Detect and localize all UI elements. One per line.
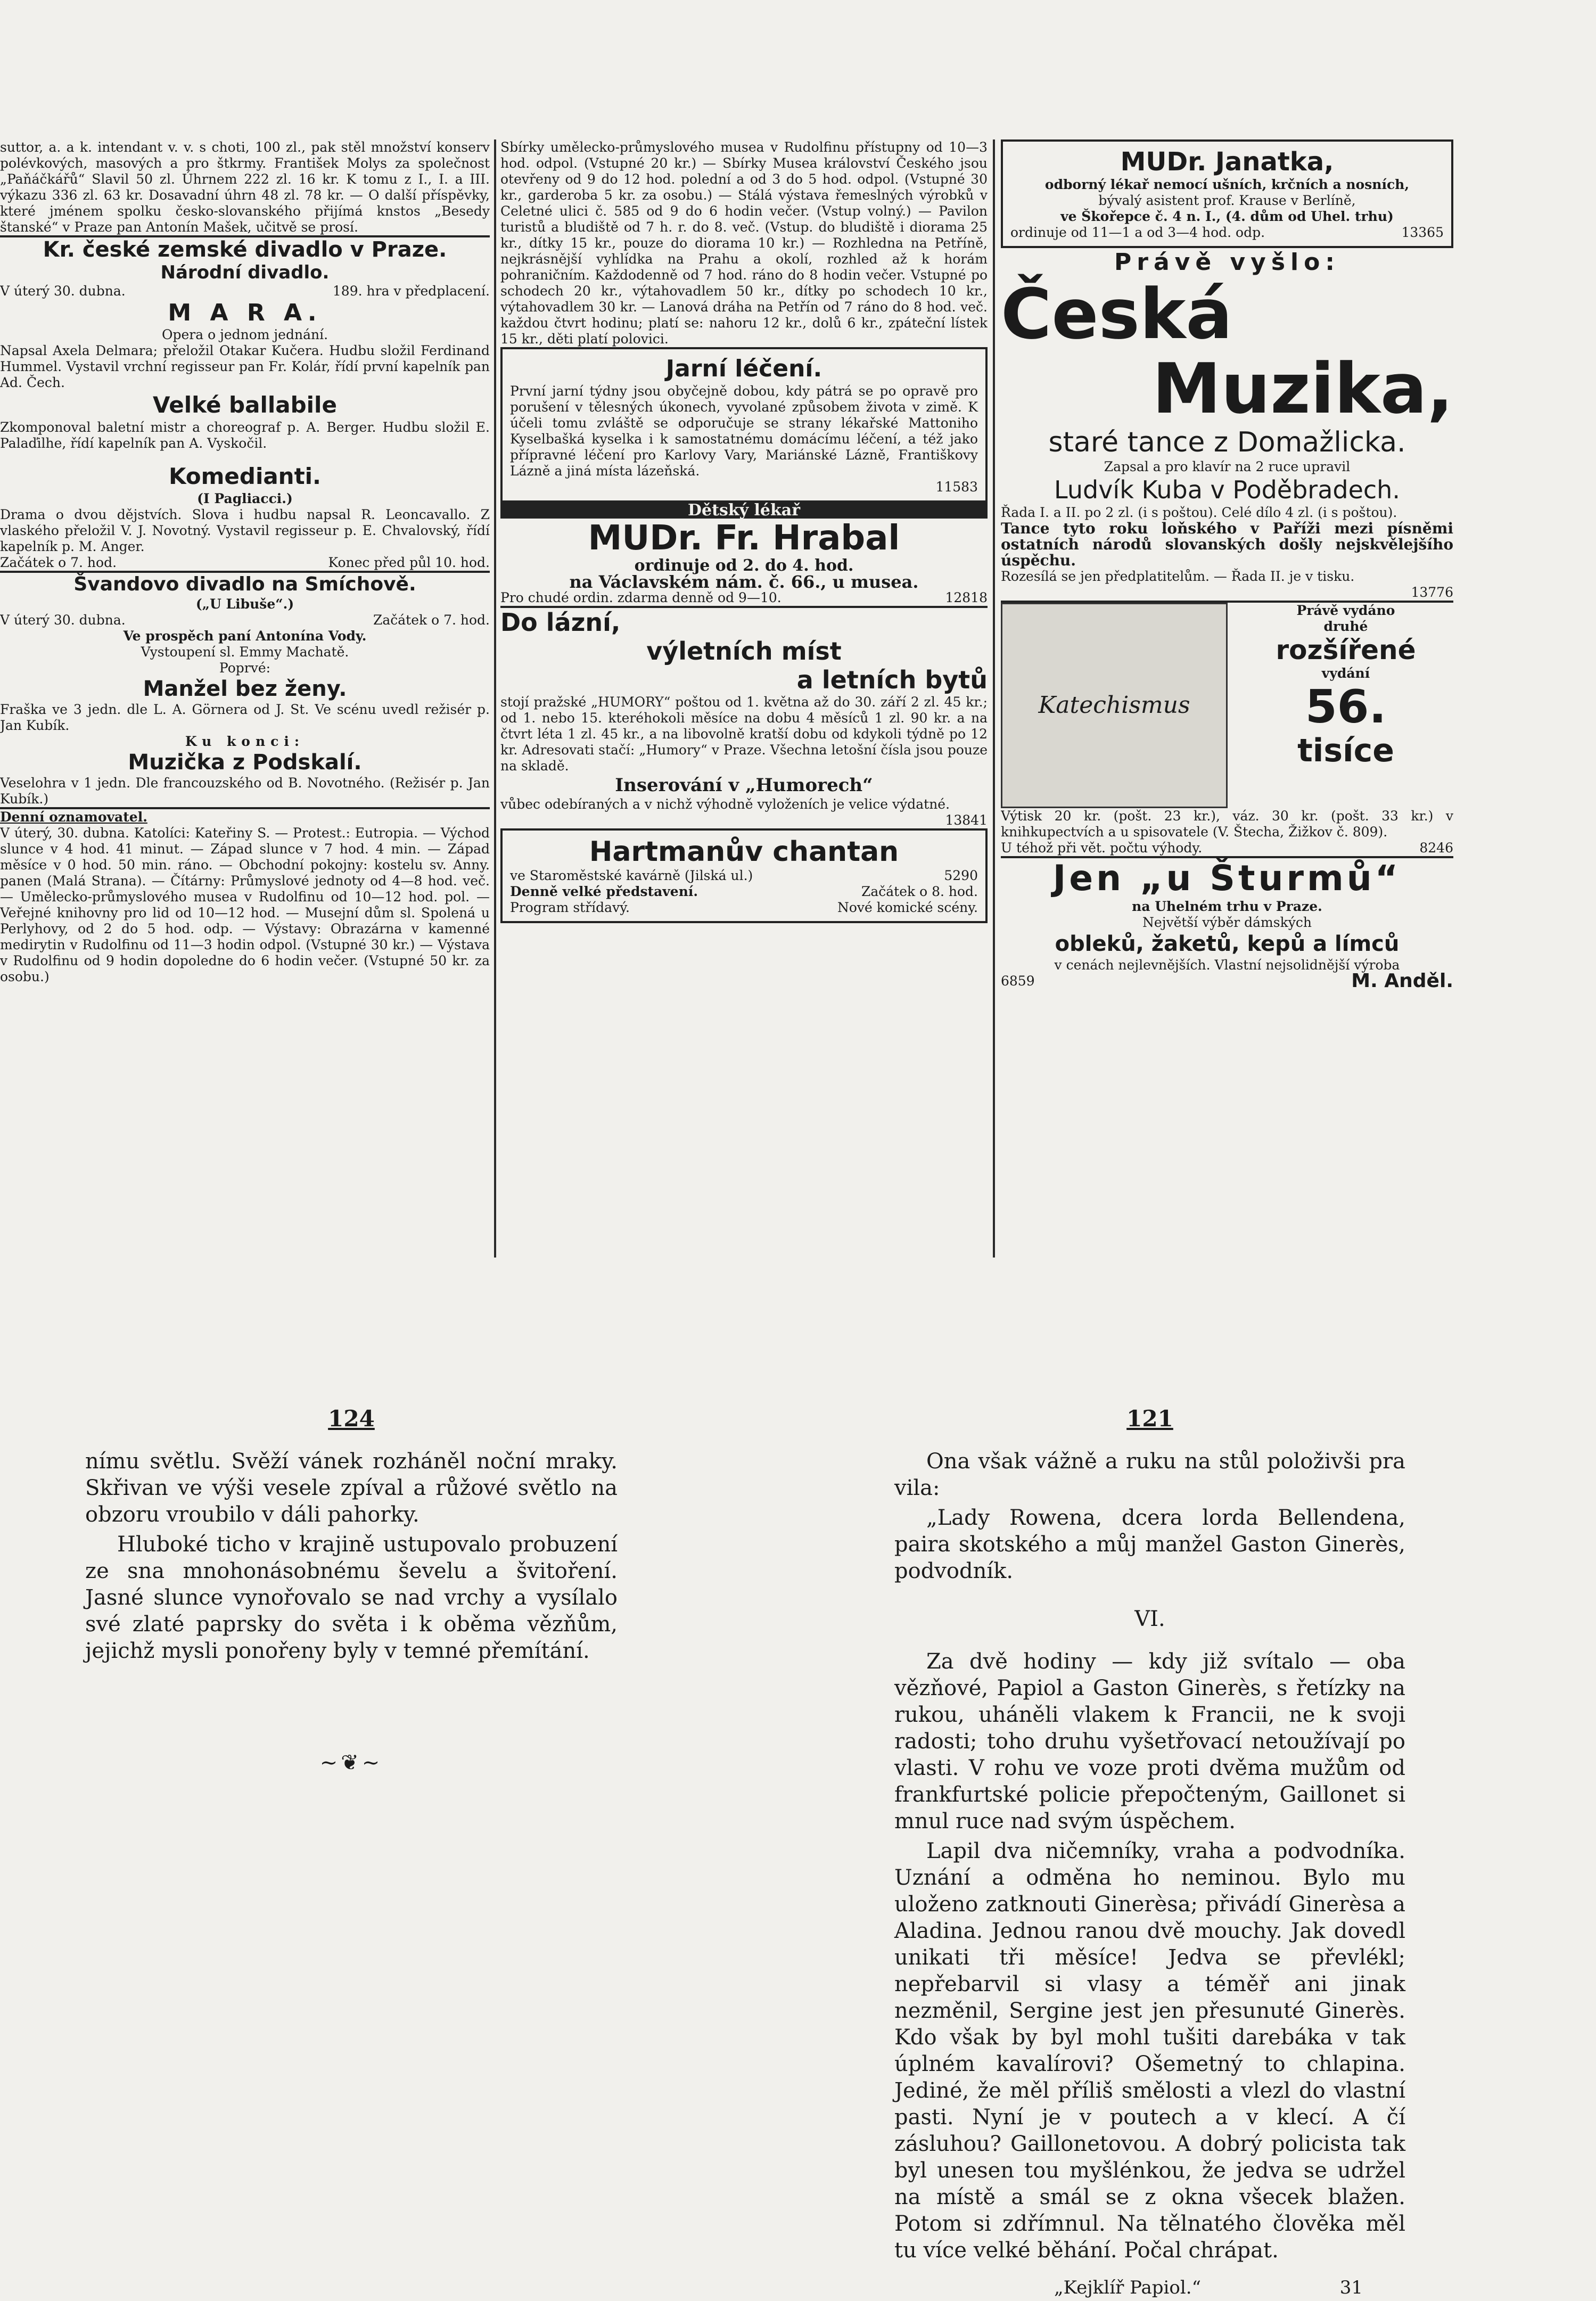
travel-line: Do lázní,: [500, 608, 621, 637]
shop-title: Jen „u Šturmů“: [1052, 858, 1402, 899]
shop-items: obleků, žaketů, kepů a límců: [1055, 932, 1400, 956]
book-paragraph: Hluboké ticho v krajině ustupovalo probuzení ze sna mnohonásobnému ševelu a švitoření. Jasné slunce vynořovalo se nad vrchy a vysílalo své zlaté paprsky do světa i k oběma vězňům, jejichž mysli ponořeny byly v temné přemítání.: [85, 1532, 618, 1663]
doctor-name: MUDr. Fr. Hrabal: [588, 519, 900, 558]
catechism-cover-image: Katechismus: [1001, 603, 1228, 808]
catechism-line: druhé: [1323, 619, 1368, 634]
first-performance: Poprvé:: [219, 660, 271, 676]
doctor-note: Pro chudé ordin. zdarma denně od 9—10.: [500, 590, 781, 605]
chantant-text: Program střídavý.: [510, 900, 630, 915]
book-paragraph: Ona však vážně a ruku na stůl položivši pra vila:: [894, 1449, 1405, 1500]
catechism-text: U téhož při vět. počtu výhody.: [1001, 840, 1203, 856]
travel-line: a letních bytů: [796, 665, 988, 694]
play-title: Komedianti.: [168, 463, 322, 489]
music-banner: Právě vyšlo:: [1114, 249, 1340, 276]
shop-address: na Uhelném trhu v Praze.: [1132, 899, 1322, 914]
play-title: Velké ballabile: [153, 392, 337, 418]
ad-code: 5290: [944, 868, 978, 883]
music-author: Ludvík Kuba v Poděbradech.: [1054, 475, 1400, 504]
ad-code: 8246: [1419, 840, 1453, 856]
travel-text: stojí pražské „HUMORY“ poštou od 1. května až do 30. září 2 zl. 45 kr.; od 1. nebo 15. kteréhokoli měsíce na dobu 4 měsíců 1 zl. 90 kr. a na čtvrt léta 1 zl. 45 kr., a na libovolně kratší dobu od kdykoli týdně po 12 kr. Adresovati stačí: „Humory“ v Praze. Všechna letošní čísla jsou pouze na skladě.: [500, 694, 988, 774]
music-by: Zapsal a pro klavír na 2 ruce upravil: [1104, 459, 1351, 474]
page-number: 121: [1126, 1406, 1173, 1432]
benefit-line: Ve prospěch paní Antonína Vody.: [123, 628, 367, 644]
theater-date: V úterý 30. dubna.: [0, 283, 126, 299]
doctor-name: MUDr. Janatka,: [1120, 147, 1334, 177]
catechism-edition: 56.: [1305, 680, 1387, 734]
music-subtitle: staré tance z Domažlicka.: [1048, 426, 1406, 458]
play-credits: Zkomponoval baletní mistr a choreograf p. A. Berger. Hudbu složil E. Palaďilhe, řídí kapelník pan A. Vyskočil.: [0, 420, 490, 451]
start-time: Začátek o 8. hod.: [861, 884, 978, 899]
theater-title: Kr. české zemské divadlo v Praze.: [43, 237, 447, 262]
travel-line: výletních míst: [646, 637, 842, 665]
theater-number: 189. hra v předplacení.: [332, 283, 490, 299]
theater-title: Švandovo divadlo na Smíchově.: [73, 573, 416, 595]
ad-title: Jarní léčení.: [665, 355, 822, 382]
ad-code: 13365: [1401, 225, 1444, 240]
ad-text: První jarní týdny jsou obyčejně dobou, kdy pátrá se po opravě pro porušení v tělesných úkonech, vyvolané způsobem života v zimě. K účeli tomu zvláště se odporučuje se strany lékařské Mattoniho Kyselbašká kyselka i k samostatnému domácímu léčení, a též jako přípravné léčení pro Karlovy Vary, Mariánské Lázně, Františkovy Lázně a jiná místa lázeňská.: [510, 383, 978, 479]
book-footer-number: 31: [1339, 2277, 1363, 2298]
play-genre: Opera o jednom jednání.: [161, 327, 328, 342]
book-paragraph: Za dvě hodiny — kdy již svítalo — oba vězňové, Papiol a Gaston Ginerès, s řetízky na rukou, uháněli vlakem k Francii, ne k svoji radosti; toho druhu vyšetřovací netoužívají po vlasti. V rohu ve voze proti dvěma mužům od frankfurtské policie přepočteným, Gaillonet si mnul ruce nad svým úspěchem.: [894, 1649, 1405, 1834]
play-credits: Napsal Axela Delmara; přeložil Otakar Kučera. Hudbu složil Ferdinand Hummel. Vystavil vrchní regisseur pan Fr. Kolár, řídí první kapelník pan Ad. Čech.: [0, 343, 490, 390]
catechism-text: Výtisk 20 kr. (pošt. 23 kr.), váz. 30 kr. (pošt. 33 kr.) v knihkupectvích a u spisovatele (V. Štecha, Žižkov č. 809).: [1001, 808, 1453, 840]
book-page-right: [894, 1406, 1405, 2301]
play-subtitle: (I Pagliacci.): [197, 491, 293, 506]
book-paragraph: „Lady Rowena, dcera lorda Bellendena, paira skotského a můj manžel Gaston Ginerès, podvodník.: [894, 1506, 1405, 1583]
chantant-text: Nové komické scény.: [837, 900, 978, 915]
music-title: Česká: [1001, 274, 1233, 355]
donation-paragraph: suttor, a. a k. intendant v. v. s choti, 100 zl., pak stěl množství konserv polévkových, masových a pro štkrmy. František Molys za společnost „Paňáčkářů“ Slavil 50 zl. Úhrnem 222 zl. 16 kr. K tomu z I., I. a III. výkazu 336 zl. 63 kr. Dosavadní úhrn 48 zl. 78 kr. — O další příspěvky, které jménem spolku česko-slovanského přijímá knstos „Besedy štanské“ v Praze pan Antonín Mašek, učitvě se prosí.: [0, 139, 490, 235]
book-page-left: [85, 1406, 618, 1776]
play-credits: Drama o dvou dějstvích. Slova i hudbu napsal R. Leoncavallo. Z vlaského přeložil V. J. Novotný. Vystavil regisseur p. E. Chvalovský, řídí kapelník p. M. Anger.: [0, 507, 490, 554]
spa-ad: [500, 347, 988, 503]
play-credits: Fraška ve 3 jedn. dle L. A. Görnera od J. St. Ve scénu uvedl režisér p. Jan Kubík.: [0, 702, 490, 733]
doctor-ad: [1001, 139, 1453, 248]
shop-prices: v cenách nejlevnějších. Vlastní nejsolidnější výroba: [1054, 957, 1400, 973]
book-paragraph: Lapil dva ničemníky, vraha a podvodníka. Uznání a odměna ho neminou. Bylo mu uloženo zatknouti Ginerèsa; přivádí Ginerèsa a Aladina. Jednou ranou dvě mouchy. Jak dovedl unikati tři měsíce! Jedva se převlékl; nepřebarvil si vlasy a téměř ani jinak nezměnil, Sergine jest jen přesunuté Ginerès. Kdo však by byl mohl tušiti darebáka v tak úplném kavalírovi? Ošemetný to chlapina. Jediné, že měl příliš smělosti a vlezl do vlastní pasti. Nyní je v poutech a v klecí. A čí zásluhou? Gaillonetovou. A dobrý policista tak byl unesen tou myšlénkou, že jedva se udržel na místě a smál se z okna všecek blažen. Potom si zdřímnul. Na tělnatého člověka měl tu více velké běhání. Počal chrápat.: [894, 1839, 1405, 2263]
museum-paragraph: Sbírky umělecko-průmyslového musea v Rudolfinu přístupny od 10—3 hod. odpol. (Vstupné 20 kr.) — Sbírky Musea království Českého jsou otevřeny od 9 do 12 hod. polední a od 3 do 5 hod. odpol. (Vstupné 30 kr., garderoba 5 kr. za osobu.) — Stálá výstava řemeslných výrobků v Celetné ulici č. 585 od 9 do 6 hodin večer. (Vstup volný.) — Pavilon turistů a bludiště od 7 h. r. do 8. več. (Vstup. do bludiště i diorama 25 kr., dítky 15 kr., pouze do diorama 10 kr.) — Rozhledna na Petříně, nejkrásnější vyhlídka na Prahu a okolí, rozhled až k horám pohraničním. Každodenně od 7 hod. ráno do 8 hodin večer. Vstupné po schodech 20 kr., výtahovadlem 50 kr., dítky po schodech 10 kr., výtahovadlem 30 kr. — Lanová dráha na Petřín od 7 ráno do 8 hod. več. každou čtvrt hodinu; platí se: nahoru 12 kr., dolů 6 kr., zpáteční lístek 15 kr., děti platí polovici.: [500, 139, 988, 347]
start-time: Začátek o 7. hod.: [0, 555, 117, 570]
play-credits: Veselohra v 1 jedn. Dle francouzského od B. Novotného. (Režisér p. Jan Kubík.): [0, 775, 490, 807]
play-title: Muzička z Podskalí.: [128, 750, 362, 775]
music-order: Rozesílá se jen předplatitelům. — Řada II. je v tisku.: [1001, 569, 1355, 584]
notices-text: V úterý, 30. dubna. Katolíci: Kateřiny S. — Protest.: Eutropia. — Východ slunce v 4 hod. 41 minut. — Západ slunce v 7 hod. 4 min. — Západ měsíce v 0 hod. 50 min. ráno. — Obchodní pokojny: kostelu sv. Anny. panen (Malá Strana). — Čítárny: Průmyslové jednoty od 4—8 hod. več. — Umělecko-průmyslového musea v Rudolfinu od 10—12 hod. pol. — Veřejné knihovny pro lid od 10—12 hod. — Musejní dům sl. Spolená u Perlyhovy, od 2 do 5 hod. odp. — Výstavy: Obrazárna v kamenné medirytin v Rudolfinu od 11—3 hodin odpol. (Vstupné 30 kr.) — Výstava v Rudolfinu od 9 hodin dopoledne do 6 hodin večer. (Vstupné 50 kr. za osobu.): [0, 825, 490, 984]
start-time: Začátek o 7. hod.: [373, 612, 490, 628]
page-number: 124: [328, 1406, 375, 1432]
music-title: Muzika,: [1152, 348, 1453, 429]
play-title: M A R A.: [168, 299, 322, 326]
music-praise: Tance tyto roku loňského v Paříži mezi písněmi ostatních národů slovanských došly nejskvělejšího úspěchu.: [1001, 520, 1453, 569]
doctor-hours: ordinuje od 2. do 4. hod.: [634, 556, 854, 575]
left-column: [0, 139, 490, 1284]
ad-code: 6859: [1001, 973, 1035, 989]
chapter-number: VI.: [1134, 1607, 1165, 1631]
play-title: Manžel bez ženy.: [143, 677, 347, 701]
ad-code: 13841: [945, 812, 988, 828]
book-paragraph: nímu světlu. Svěží vánek rozháněl noční mraky. Skřivan ve výši vesele zpíval a růžové světlo na obzoru vroubilo v dáli pahorky.: [85, 1449, 618, 1527]
ornament: ~❦~: [319, 1751, 383, 1775]
doctor-line: odborný lékař nemocí ušních, krčních a nosních,: [1044, 177, 1410, 192]
doctor-line: ve Škořepce č. 4 n. I., (4. dům od Uhel. trhu): [1060, 209, 1394, 224]
catechism-line: Právě vydáno: [1296, 603, 1395, 618]
column-rule: [494, 139, 496, 1258]
theater-date: V úterý 30. dubna.: [0, 612, 126, 628]
shop-signature: M. Anděl.: [1351, 970, 1453, 992]
doctor-line: bývalý asistent prof. Krause v Berlíně,: [1098, 193, 1356, 208]
theater-subtitle: Národní divadlo.: [160, 262, 330, 283]
chantant-text: ve Staroměstské kavárně (Jilská ul.): [510, 868, 753, 883]
chantant-text: Denně velké představení.: [510, 884, 698, 899]
finale-note: Ku konci:: [185, 734, 305, 749]
ads-title: Inserování v „Humorech“: [615, 775, 873, 796]
chantant-title: Hartmanův chantan: [589, 836, 899, 868]
notices-title: Denní oznamovatel.: [0, 809, 147, 825]
ad-code: 11583: [935, 479, 978, 495]
music-price: Řada I. a II. po 2 zl. (i s poštou). Celé dílo 4 zl. (i s poštou).: [1001, 505, 1397, 520]
theater-subtitle: („U Libuše“.): [195, 596, 294, 612]
doctor-line: ordinuje od 11—1 a od 3—4 hod. odp.: [1010, 225, 1265, 240]
shop-note: Největší výběr dámských: [1142, 915, 1312, 930]
doctor-address: na Václavském nám. č. 66., u musea.: [569, 572, 919, 592]
ad-code: 12818: [945, 590, 988, 605]
right-column: [1001, 139, 1453, 1284]
chantant-ad: [500, 828, 988, 923]
ad-code: 13776: [1411, 585, 1453, 600]
end-time: Konec před půl 10. hod.: [328, 555, 490, 570]
book-footer-title: „Kejklíř Papiol.“: [1054, 2277, 1201, 2298]
guest-line: Vystoupení sl. Emmy Machatě.: [141, 644, 349, 660]
ads-text: vůbec odebíraných a v nichž výhodně vyloženích je velice výdatné.: [500, 796, 950, 812]
doctor-banner: Dětský lékař: [500, 503, 988, 519]
catechism-line: vydání: [1321, 665, 1370, 681]
catechism-line: tisíce: [1297, 732, 1394, 769]
catechism-line: rozšířené: [1276, 635, 1416, 665]
column-rule: [993, 139, 995, 1258]
middle-column: [500, 139, 988, 1284]
